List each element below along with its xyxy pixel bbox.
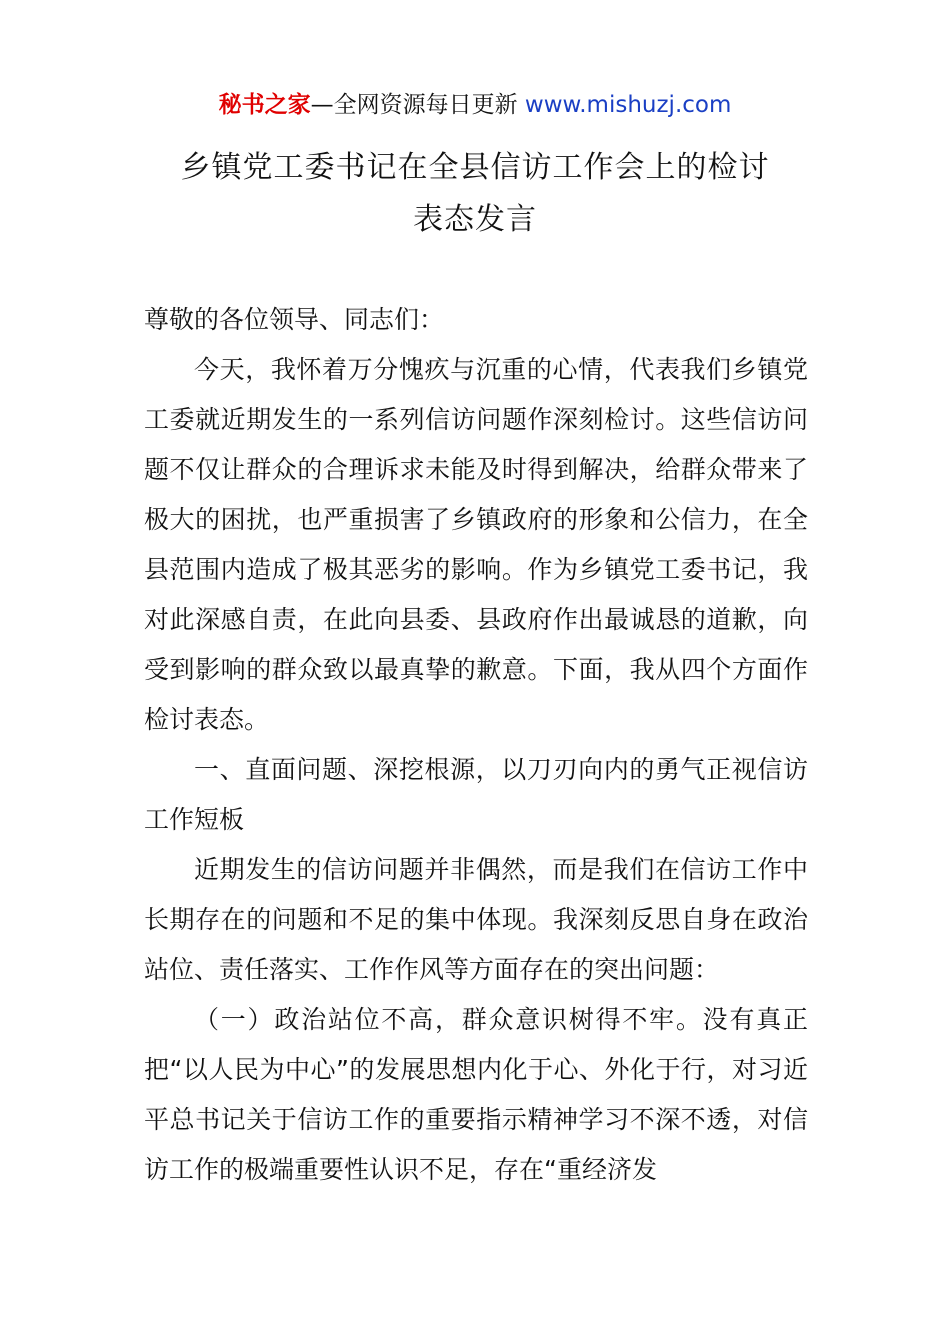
title-line-1: 乡镇党工委书记在全县信访工作会上的检讨 — [180, 150, 770, 185]
paragraph-reflection: 近期发生的信访问题并非偶然，而是我们在信访工作中长期存在的问题和不足的集中体现。我深刻反思自身在政治站位、责任落实、工作作风等方面存在的突出问题： — [144, 855, 808, 984]
document-body — [144, 295, 808, 1195]
salutation: 尊敬的各位领导、同志们： — [144, 305, 445, 334]
paragraph-subsection-1: （一）政治站位不高，群众意识树得不牢。没有真正把“以人民为中心”的发展思想内化于心、外化于行，对习近平总书记关于信访工作的重要指示精神学习不深不透，对信访工作的极端重要性认识不足，存在“重经济发 — [144, 1005, 808, 1184]
paragraph-intro: 今天，我怀着万分愧疚与沉重的心情，代表我们乡镇党工委就近期发生的一系列信访问题作深刻检讨。这些信访问题不仅让群众的合理诉求未能及时得到解决，给群众带来了极大的困扰，也严重损害了乡镇政府的形象和公信力，在全县范围内造成了极其恶劣的影响。作为乡镇党工委书记，我对此深感自责，在此向县委、县政府作出最诚恳的道歉，向受到影响的群众致以最真挚的歉意。下面，我从四个方面作检讨表态。 — [144, 355, 808, 734]
title-line-2: 表态发言 — [413, 202, 537, 237]
document-title — [0, 142, 950, 246]
site-url-link[interactable]: www.mishuzj.com — [524, 92, 732, 118]
header-tagline: —全网资源每日更新 — [310, 92, 525, 118]
section-heading-1: 一、直面问题、深挖根源，以刀刃向内的勇气正视信访工作短板 — [144, 755, 808, 834]
site-header — [0, 88, 950, 122]
brand-name: 秘书之家 — [218, 92, 311, 118]
